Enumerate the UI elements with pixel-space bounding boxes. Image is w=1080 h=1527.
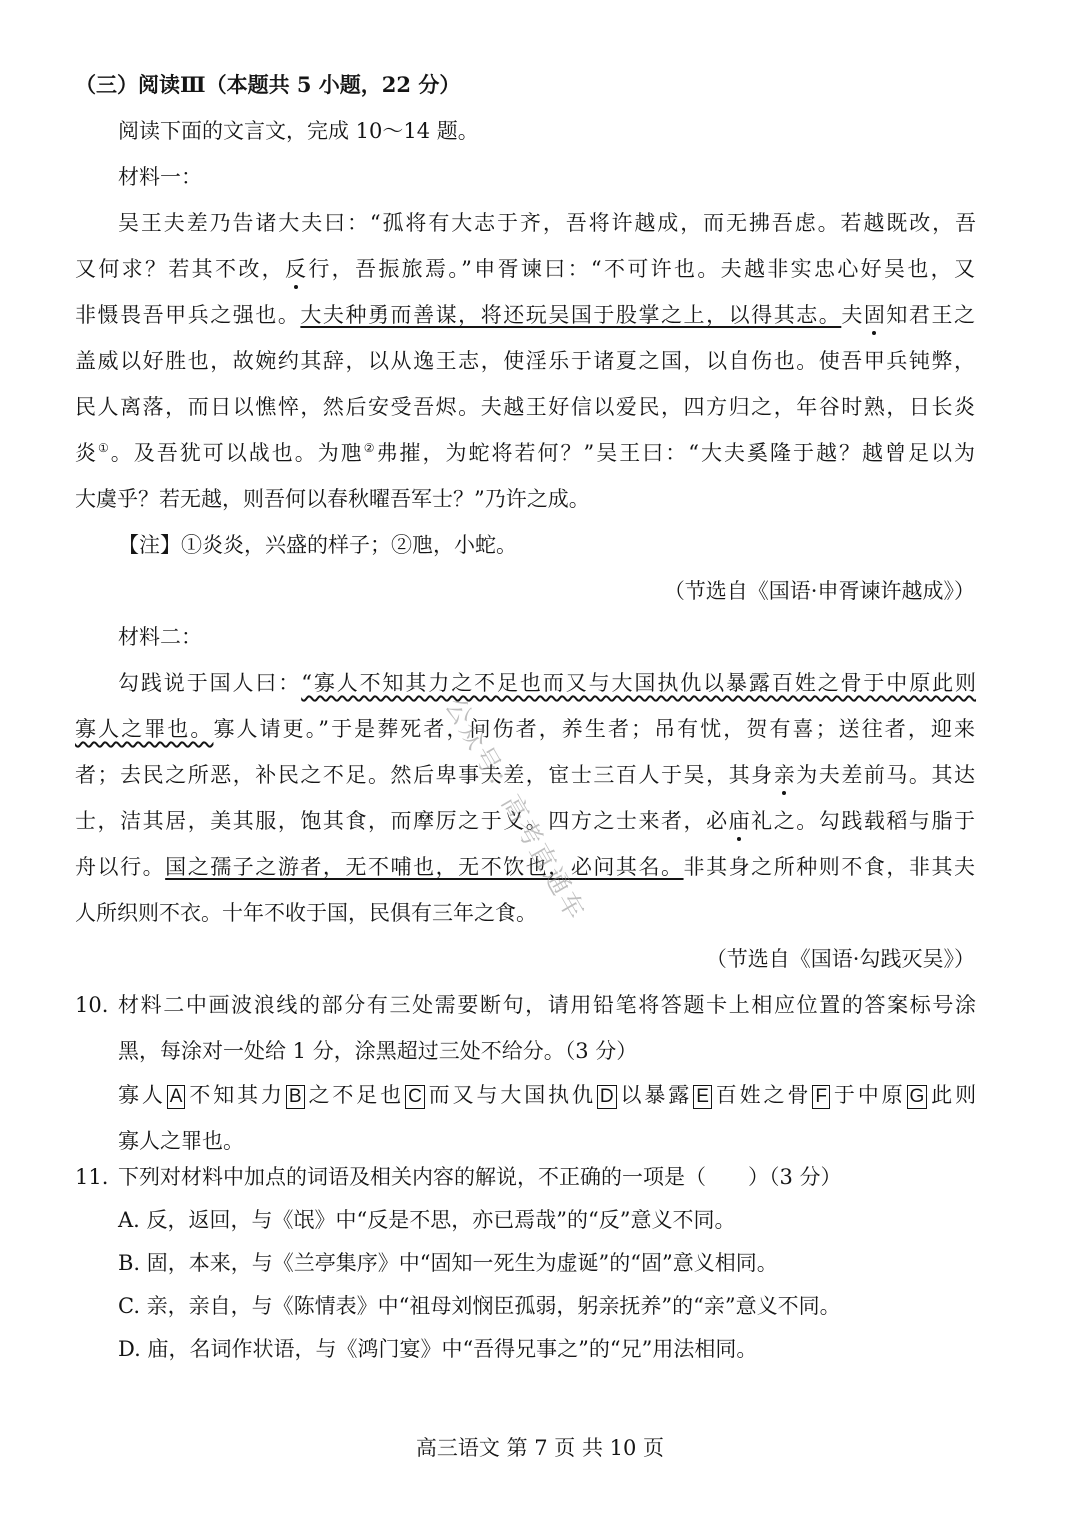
break-label-d[interactable]: D (597, 1085, 617, 1109)
material2-line-1: 勾践说于国人曰：“寡人不知其力之不足也而又与大国执仇以暴露百姓之骨于中原此则 (118, 671, 977, 695)
material2-source: （节选自《国语·勾践灭吴》） (705, 947, 975, 971)
break-label-g[interactable]: G (907, 1085, 928, 1109)
break-label-c[interactable]: C (405, 1085, 425, 1109)
material1-line-4: 盖威以好胜也，故婉约其辞，以从逸王志，使淫乐于诸夏之国，以自伤也。使吾甲兵钝弊， (75, 349, 975, 373)
q11-option-a[interactable]: A. 反，返回，与《氓》中“反是不思，亦已焉哉”的“反”意义不同。 (118, 1208, 736, 1232)
material1-source: （节选自《国语·申胥谏许越成》） (663, 579, 975, 603)
q11-stem: 下列对材料中加点的词语及相关内容的解说，不正确的一项是（ ）（3 分） (118, 1165, 842, 1189)
material2-line-2: 寡人之罪也。寡人请更。”于是葬死者，问伤者，养生者；吊有忧，贺有喜；送往者，迎来 (75, 717, 976, 741)
material1-line-6: 炎①。及吾犹可以战也。为虺②弗摧，为蛇将若何？”吴王曰：“大夫奚隆于越？越曾足以为 (75, 441, 975, 465)
watermark: 公众号：高考直通车 (438, 693, 591, 927)
section-heading: （三）阅读Ⅲ（本题共 5 小题，22 分） (75, 72, 461, 97)
dotted-word-qin: 亲 (774, 760, 795, 790)
page-footer: 高三语文 第 7 页 共 10 页 (415, 1436, 665, 1460)
material2-line-4: 士，洁其居，美其服，饱其食，而摩厉之于义。四方之士来者，必庙礼之。勾践载稻与脂于 (75, 806, 975, 836)
dotted-word-fan: 反 (285, 254, 306, 284)
q10-sentence-end: 寡人之罪也。 (118, 1129, 244, 1153)
q11-option-b[interactable]: B. 固，本来，与《兰亭集序》中“固知一死生为虚诞”的“固”意义相同。 (118, 1251, 778, 1275)
material1-label: 材料一： (118, 165, 202, 189)
break-label-b[interactable]: B (286, 1085, 305, 1109)
underlined-sentence-1: 大夫种勇而善谋，将还玩吴国于股掌之上，以得其志。 (300, 303, 842, 327)
q10-stem-line-2: 黑，每涂对一处给 1 分，涂黑超过三处不给分。（3 分） (118, 1039, 638, 1063)
material2-line-3: 者；去民之所恶，补民之不足。然后卑事夫差，宦士三百人于吴，其身亲为夫差前马。其达 (75, 760, 975, 790)
q11-number: 11. (75, 1165, 109, 1189)
break-label-a[interactable]: A (167, 1085, 186, 1109)
material1-line-2: 又何求？若其不改，反行，吾振旅焉。”申胥谏曰：“不可许也。夫越非实忠心好吴也，又 (75, 254, 975, 284)
material1-line-3: 非慑畏吾甲兵之强也。大夫种勇而善谋，将还玩吴国于股掌之上，以得其志。夫固知君王之 (75, 300, 975, 330)
material2-label: 材料二： (118, 625, 202, 649)
q10-number: 10. (75, 993, 109, 1017)
material2-line-6: 人所织则不衣。十年不收于国，民俱有三年之食。 (75, 901, 537, 925)
q10-stem-line-1: 材料二中画波浪线的部分有三处需要断句，请用铅笔将答题卡上相应位置的答案标号涂 (118, 993, 976, 1017)
dotted-word-miao: 庙 (729, 806, 750, 836)
material2-line-5: 舟以行。国之孺子之游者，无不哺也，无不饮也，必问其名。非其身之所种则不食，非其夫 (75, 855, 976, 879)
underlined-sentence-2: 国之孺子之游者，无不哺也，无不饮也，必问其名。 (165, 855, 684, 879)
wavy-underlined-text-end: 寡人之罪也。 (75, 717, 214, 741)
dotted-word-gu: 固 (864, 300, 885, 330)
q11-option-d[interactable]: D. 庙，名词作状语，与《鸿门宴》中“吾得兄事之”的“兄”用法相同。 (118, 1337, 758, 1361)
wavy-underlined-text: “寡人不知其力之不足也而又与大国执仇以暴露百姓之骨于中原此则 (301, 671, 977, 695)
material1-line-7: 大虞乎？若无越，则吾何以春秋曜吾军士？”乃许之成。 (75, 487, 590, 511)
material1-line-5: 民人离落，而日以憔悴，然后安受吾烬。夫越王好信以爱民，四方归之，年谷时熟，日长炎 (75, 395, 975, 419)
material1-note: 【注】①炎炎，兴盛的样子；②虺，小蛇。 (118, 533, 517, 557)
break-label-e[interactable]: E (693, 1085, 712, 1109)
q11-option-c[interactable]: C. 亲，亲自，与《陈情表》中“祖母刘悯臣孤弱，躬亲抚养”的“亲”意义不同。 (118, 1294, 841, 1318)
q10-sentence-with-labels: 寡人 A 不知其力 B 之不足也 C 而又与大国执仇 D 以暴露 E 百姓之骨 F 于中原 G 此则 (118, 1083, 977, 1107)
section-instruction: 阅读下面的文言文，完成 10～14 题。 (118, 119, 479, 143)
material1-line-1: 吴王夫差乃告诸大夫曰：“孤将有大志于齐，吾将许越成，而无拂吾虑。若越既改，吾 (118, 211, 976, 235)
break-label-f[interactable]: F (812, 1085, 830, 1109)
